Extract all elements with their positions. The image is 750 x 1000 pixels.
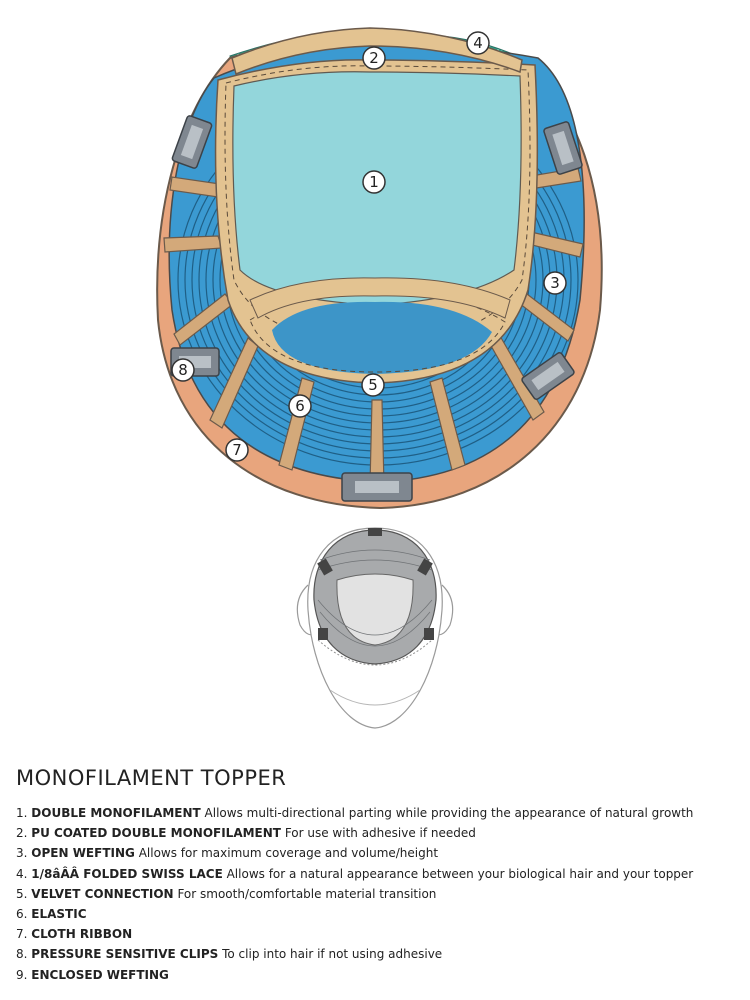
callout-1: [363, 171, 385, 193]
callout-8: [172, 359, 194, 381]
callout-5: [362, 374, 384, 396]
callout-7: [226, 439, 248, 461]
svg-text:8: 8: [178, 361, 188, 379]
clip-bottom: [342, 473, 412, 501]
svg-text:1: 1: [369, 173, 379, 191]
legend-item: 3. OPEN WEFTING Allows for maximum coverage and volume/height: [16, 846, 439, 861]
legend-item: 6. ELASTIC: [16, 907, 87, 922]
svg-text:5: 5: [368, 376, 378, 394]
legend-item: 9. ENCLOSED WEFTING: [16, 967, 169, 982]
legend-item: 7. CLOTH RIBBON: [16, 927, 133, 942]
svg-text:3: 3: [550, 274, 560, 292]
legend-list: [16, 803, 746, 985]
callout-2: [363, 47, 385, 69]
callout-6: [289, 395, 311, 417]
legend: [16, 766, 746, 985]
callout-3: [544, 272, 566, 294]
callout-4: [467, 32, 489, 54]
svg-text:7: 7: [232, 441, 242, 459]
page-title: MONOFILAMENT TOPPER: [16, 766, 287, 790]
svg-text:2: 2: [369, 49, 379, 67]
legend-item: 8. PRESSURE SENSITIVE CLIPS To clip into hair if not using adhesive: [16, 947, 443, 962]
legend-item: 1. DOUBLE MONOFILAMENT Allows multi-directional parting while providing the appearance of natural growth: [16, 806, 694, 820]
svg-text:4: 4: [473, 34, 483, 52]
legend-item: 2. PU COATED DOUBLE MONOFILAMENT For use with adhesive if needed: [16, 826, 476, 841]
head-illustration: [297, 528, 452, 728]
svg-text:6: 6: [295, 397, 305, 415]
legend-item: 5. VELVET CONNECTION For smooth/comfortable material transition: [16, 886, 437, 901]
legend-item: 4. 1/8âÂÂ FOLDED SWISS LACE Allows for a natural appearance between your biological hair and your topper: [16, 866, 694, 881]
